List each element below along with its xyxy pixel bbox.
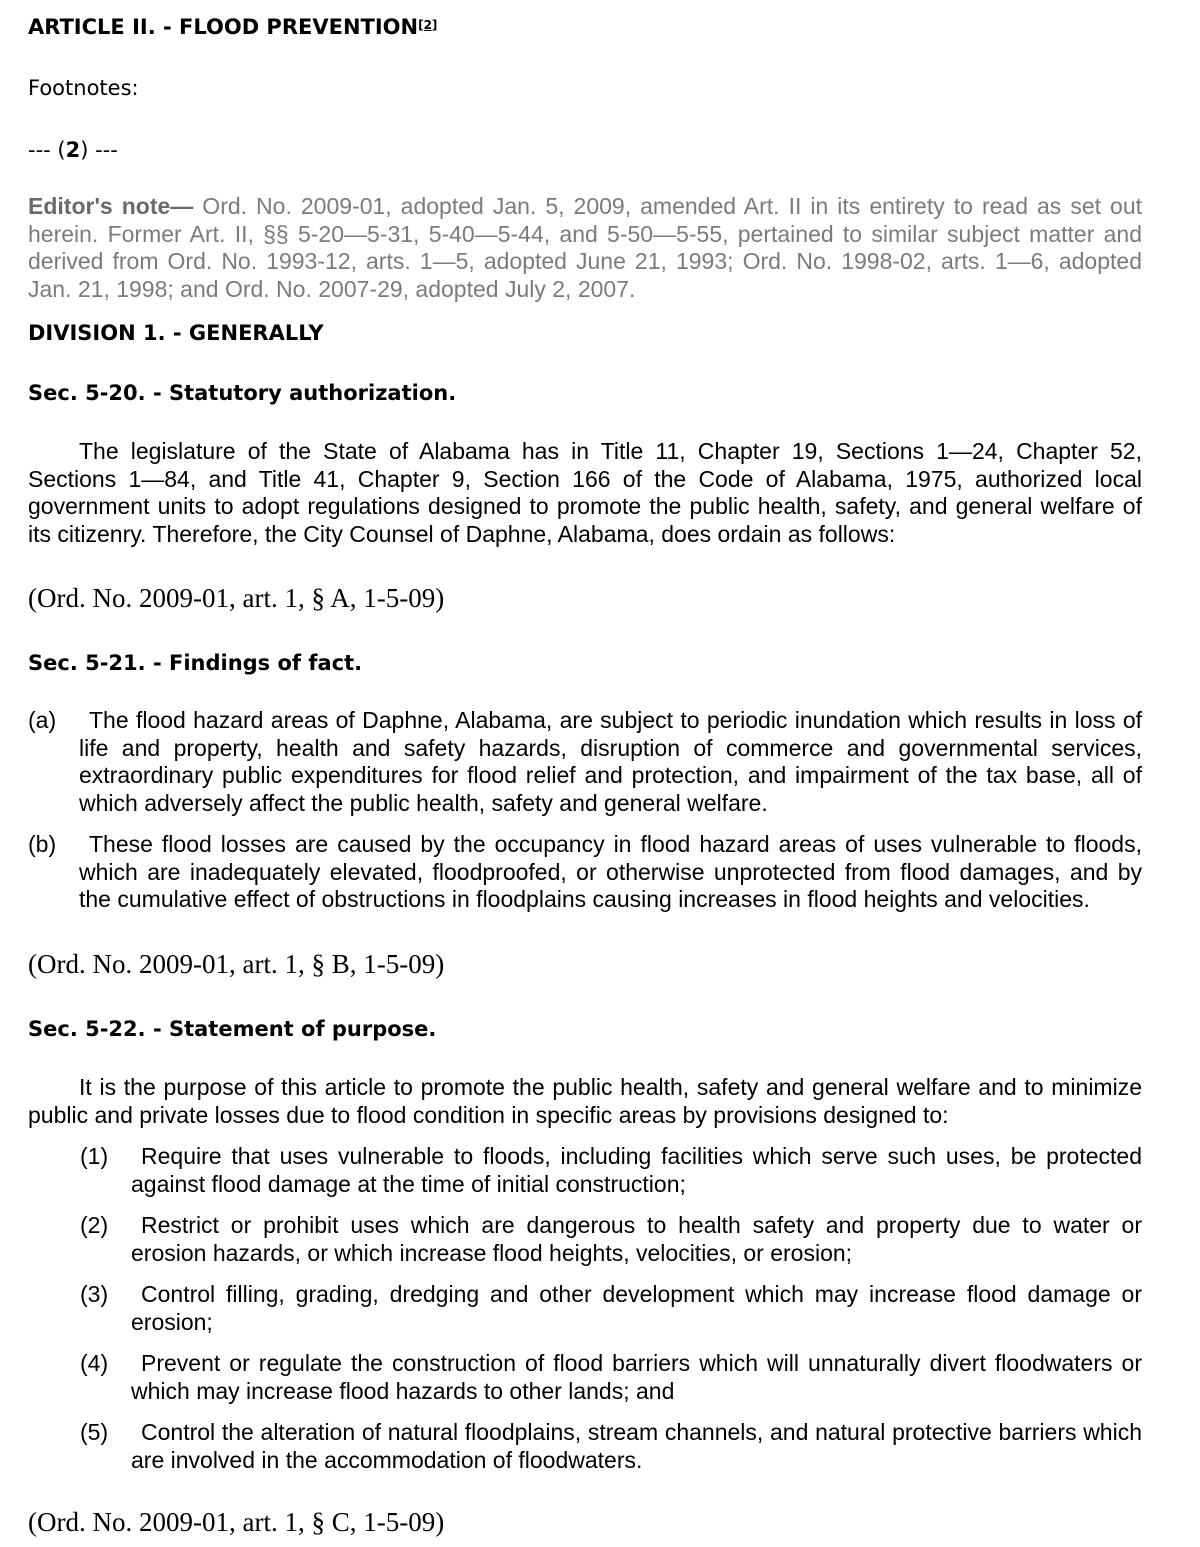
list-item-text (131, 1212, 1142, 1267)
list-item-text (79, 707, 1142, 817)
list-item-number: (3) (80, 1281, 109, 1307)
footnotes-label: Footnotes: (28, 76, 139, 100)
list-item (80, 1350, 1142, 1405)
list-item (80, 1281, 1142, 1336)
list-item-number: (1) (80, 1143, 109, 1169)
list-item-text (131, 1143, 1142, 1198)
history-note: (Ord. No. 2009-01, art. 1, § B, 1-5-09) (28, 949, 445, 979)
list-item (80, 1143, 1142, 1198)
section-body: The legislature of the State of Alabama has in Title 11, Chapter 19, Sections 1—24, Chapter 52, Sections 1—84, and Title 41, Chapter 9, Section 166 of the Code of Alabama, 1975, authorized local government units to adopt regulations designed to promote the public health, safety, and general welfare of its citizenry. Therefore, the City Counsel of Daphne, Alabama, does ordain as follows: (28, 438, 1142, 547)
list-item-body: Restrict or prohibit uses which are dangerous to health safety and property due to water or erosion hazards, or which increase flood heights, velocities, or erosion; (131, 1212, 1142, 1266)
editors-note-text: Ord. No. 2009-01, adopted Jan. 5, 2009, amended Art. II in its entirety to read as set out herein. Former Art. II, §§ 5-20—5-31, 5-40—5-44, and 5-50—5-55, pertained to similar subject matter and derived from Ord. No. 1993-12, arts. 1—5, adopted June 21, 1993; Ord. No. 1998-02, arts. 1—6, adopted Jan. 21, 1998; and Ord. No. 2007-29, adopted July 2, 2007. (28, 193, 1142, 302)
list-item-number: (a) (28, 707, 57, 733)
list-item-body: These flood losses are caused by the occupancy in flood hazard areas of uses vulnerable to floods, which are inadequately elevated, floodproofed, or otherwise unprotected from flood damages, and by the cumulative effect of obstructions in floodplains causing increases in flood heights and velocities. (79, 831, 1142, 912)
list-item-number: (2) (80, 1212, 109, 1238)
list-item-number: (b) (28, 831, 57, 857)
footnote-reference-link[interactable]: [2] (418, 18, 438, 32)
list-item-text (131, 1419, 1142, 1474)
footnote-marker-prefix: --- ( (28, 138, 66, 162)
list-item-number: (5) (80, 1419, 109, 1445)
section-title: Sec. 5-20. - Statutory authorization. (28, 381, 457, 405)
list-item-body: Control the alteration of natural floodplains, stream channels, and natural protective barriers which are involved in the accommodation of floodwaters. (131, 1419, 1142, 1473)
footnote-marker-suffix: ) --- (80, 138, 118, 162)
footnote-marker (28, 137, 118, 163)
editors-note-lead: Editor's note— (28, 193, 194, 219)
editors-note (28, 193, 1142, 303)
footnote-marker-number: 2 (65, 138, 81, 162)
list-item-body: Require that uses vulnerable to floods, including facilities which serve such uses, be protected against flood damage at the time of initial construction; (131, 1143, 1142, 1197)
article-title (28, 14, 437, 40)
list-item-number: (4) (80, 1350, 109, 1376)
list-item-body: The flood hazard areas of Daphne, Alabama, are subject to periodic inundation which results in loss of life and property, health and safety hazards, disruption of commerce and governmental services, extraordinary public expenditures for flood relief and protection, and impairment of the tax base, all of which adversely affect the public health, safety and general welfare. (79, 707, 1142, 816)
list-item (28, 831, 1142, 914)
section-title: Sec. 5-22. - Statement of purpose. (28, 1017, 437, 1041)
list-item (28, 707, 1142, 817)
list-item-text (131, 1281, 1142, 1336)
list-item-body: Control filling, grading, dredging and other development which may increase flood damage or erosion; (131, 1281, 1142, 1335)
section-title: Sec. 5-21. - Findings of fact. (28, 651, 363, 675)
division-title: DIVISION 1. - GENERALLY (28, 321, 324, 345)
list-item-body: Prevent or regulate the construction of flood barriers which will unnaturally divert floodwaters or which may increase flood hazards to other lands; and (131, 1350, 1142, 1404)
list-item-text (79, 831, 1142, 914)
list-item-text (131, 1350, 1142, 1405)
history-note: (Ord. No. 2009-01, art. 1, § A, 1-5-09) (28, 583, 445, 613)
history-note: (Ord. No. 2009-01, art. 1, § C, 1-5-09) (28, 1507, 445, 1537)
section-body: It is the purpose of this article to promote the public health, safety and general welfare and to minimize public and private losses due to flood condition in specific areas by provisions designed to: (28, 1074, 1142, 1128)
list-item (80, 1212, 1142, 1267)
article-title-text: ARTICLE II. - FLOOD PREVENTION (28, 15, 419, 39)
list-item (80, 1419, 1142, 1474)
